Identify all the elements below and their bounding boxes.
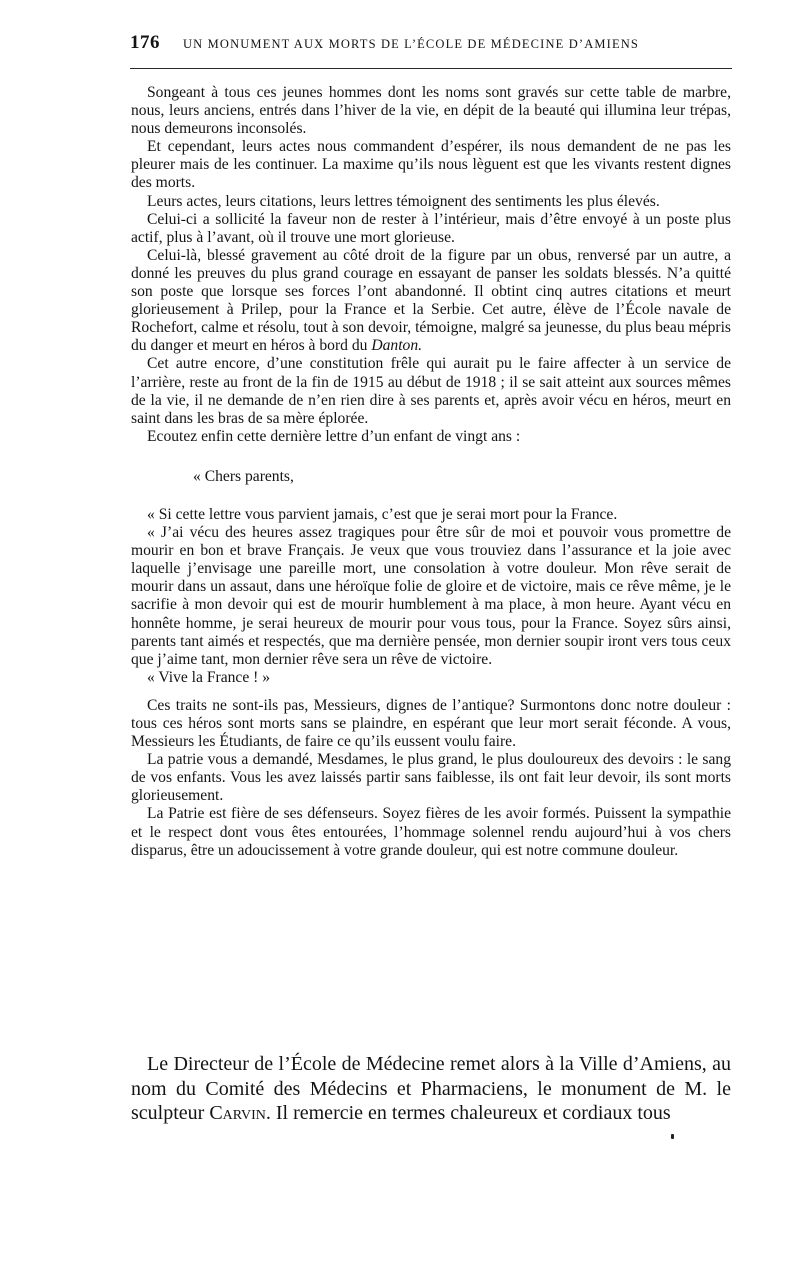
paragraph: Leurs actes, leurs citations, leurs lettres témoignent des sentiments les plus élevés. [147,192,660,210]
closing-after-name: Il remercie en termes chaleureux et cordiaux tous [275,1102,671,1125]
paragraph: Songeant à tous ces jeunes hommes dont les noms sont gravés sur cette table de marbre, nous, leurs anciens, entrés dans l’hiver de la vie, en dépit de la beauté qui illumina leur trépas, nous demeurons inconsolés. [131,84,731,138]
paragraph: Ces traits ne sont-ils pas, Messieurs, dignes de l’antique? Surmontons donc notre douleur : tous ces héros sont morts sans se plaindre, en espérant que leur mort serait féconde. A vous, Messieurs les Étudiants, de faire ce qu’ils eussent voulu faire. [131,696,731,751]
paragraph: Celui-ci a sollicité la faveur non de rester à l’intérieur, mais d’être envoyé à un poste plus actif, plus à l’avant, où il trouve une mort glorieuse. [131,210,731,246]
letter-paragraph: « J’ai vécu des heures assez tragiques pour être sûr de moi et pouvoir vous promettre de mourir en bon et brave Français. Je veux que vous trouviez dans l’assurance et la joie avec laquelle j’envisage une pareille mort, une consolation à votre douleur. Mon rêve serait de mourir dans un assaut, dans une héroïque folie de gloire et de victoire, mais ce rêve même, je le sacrifie à mon devoir qui est de mourir humblement à ma place, à mon heure. Ayant vécu en honnête homme, je serai heureux de mourir pour vous tous, pour la France. Soyez sûrs ainsi, parents tant aimés et respectés, que ma dernière pensée, mon dernier soupir iront vers tous ceux que j’aime tant, mon dernier rêve sera un rêve de victoire. [131,524,731,668]
closing-paragraph [131,1052,731,1126]
header-rule [130,68,732,69]
paragraph-text: Celui-là, blessé gravement au côté droit de la figure par un obus, renversé par un autre, a donné les preuves du plus grand courage en essayant de panser les soldats blessés. N’a quitté son poste que lorsque ses forces l’ont abandonné. Il obtint cinq autres citations et meurt glorieusement à Prilep, pour la France et la Serbie. Cet autre, élève de l’École navale de Rochefort, calme et résolu, tout à son devoir, témoigne, malgré sa jeunesse, du plus beau mépris du danger et meurt en héros à bord du [131,246,731,355]
letter-salutation: « Chers parents, [193,467,294,485]
page-header [130,30,732,62]
running-head: UN MONUMENT AUX MORTS DE L’ÉCOLE DE MÉDECINE D’AMIENS [183,37,640,51]
paragraph: Et cependant, leurs actes nous commandent d’espérer, ils nous demandent de ne pas les pleurer mais de les continuer. La maxime qu’ils nous lèguent est que les vivants restent dignes des morts. [131,138,731,192]
ink-speck [671,1134,674,1139]
page-number: 176 [130,32,160,53]
closing-text [131,1052,731,1126]
paragraph [131,247,731,356]
paragraph: La Patrie est fière de ses défenseurs. Soyez fières de les avoir formés. Puissent la sympathie et le respect dont vous êtes entourées, l’hommage solennel rendu aujourd’hui à vos chers disparus, être un adoucissement à votre grande douleur, qui est notre commune douleur. [131,805,731,859]
paragraph: La patrie vous a demandé, Mesdames, le plus grand, le plus douloureux des devoirs : le sang de vos enfants. Vous les avez laissés partir sans faiblesse, ils ont fait leur devoir, ils sont morts glorieusement. [131,751,731,805]
quoted-letter [131,468,731,687]
body-text [131,84,731,860]
closing-before-name: Le Directeur de l’École de Médecine remet alors à la Ville d’Amiens, au nom du Comité des Médecins et Pharmaciens, le monument de M. le sculpteur [131,1053,731,1125]
sculptor-name: Carvin. [209,1102,271,1125]
ship-name: Danton. [371,337,423,355]
paragraph: Ecoutez enfin cette dernière lettre d’un enfant de vingt ans : [147,427,521,445]
letter-paragraph: « Si cette lettre vous parvient jamais, c’est que je serai mort pour la France. [147,505,618,523]
paragraph: Cet autre encore, d’une constitution frêle qui aurait pu le faire affecter à un service de l’arrière, reste au front de la fin de 1915 au début de 1918 ; il se sait atteint aux sources mêmes de la vie, il ne demande de n’en rien dire à ses parents et, après avoir vécu en héros, meurt en saint dans les bras de sa mère éplorée. [131,355,731,427]
letter-paragraph: « Vive la France ! » [147,668,271,686]
